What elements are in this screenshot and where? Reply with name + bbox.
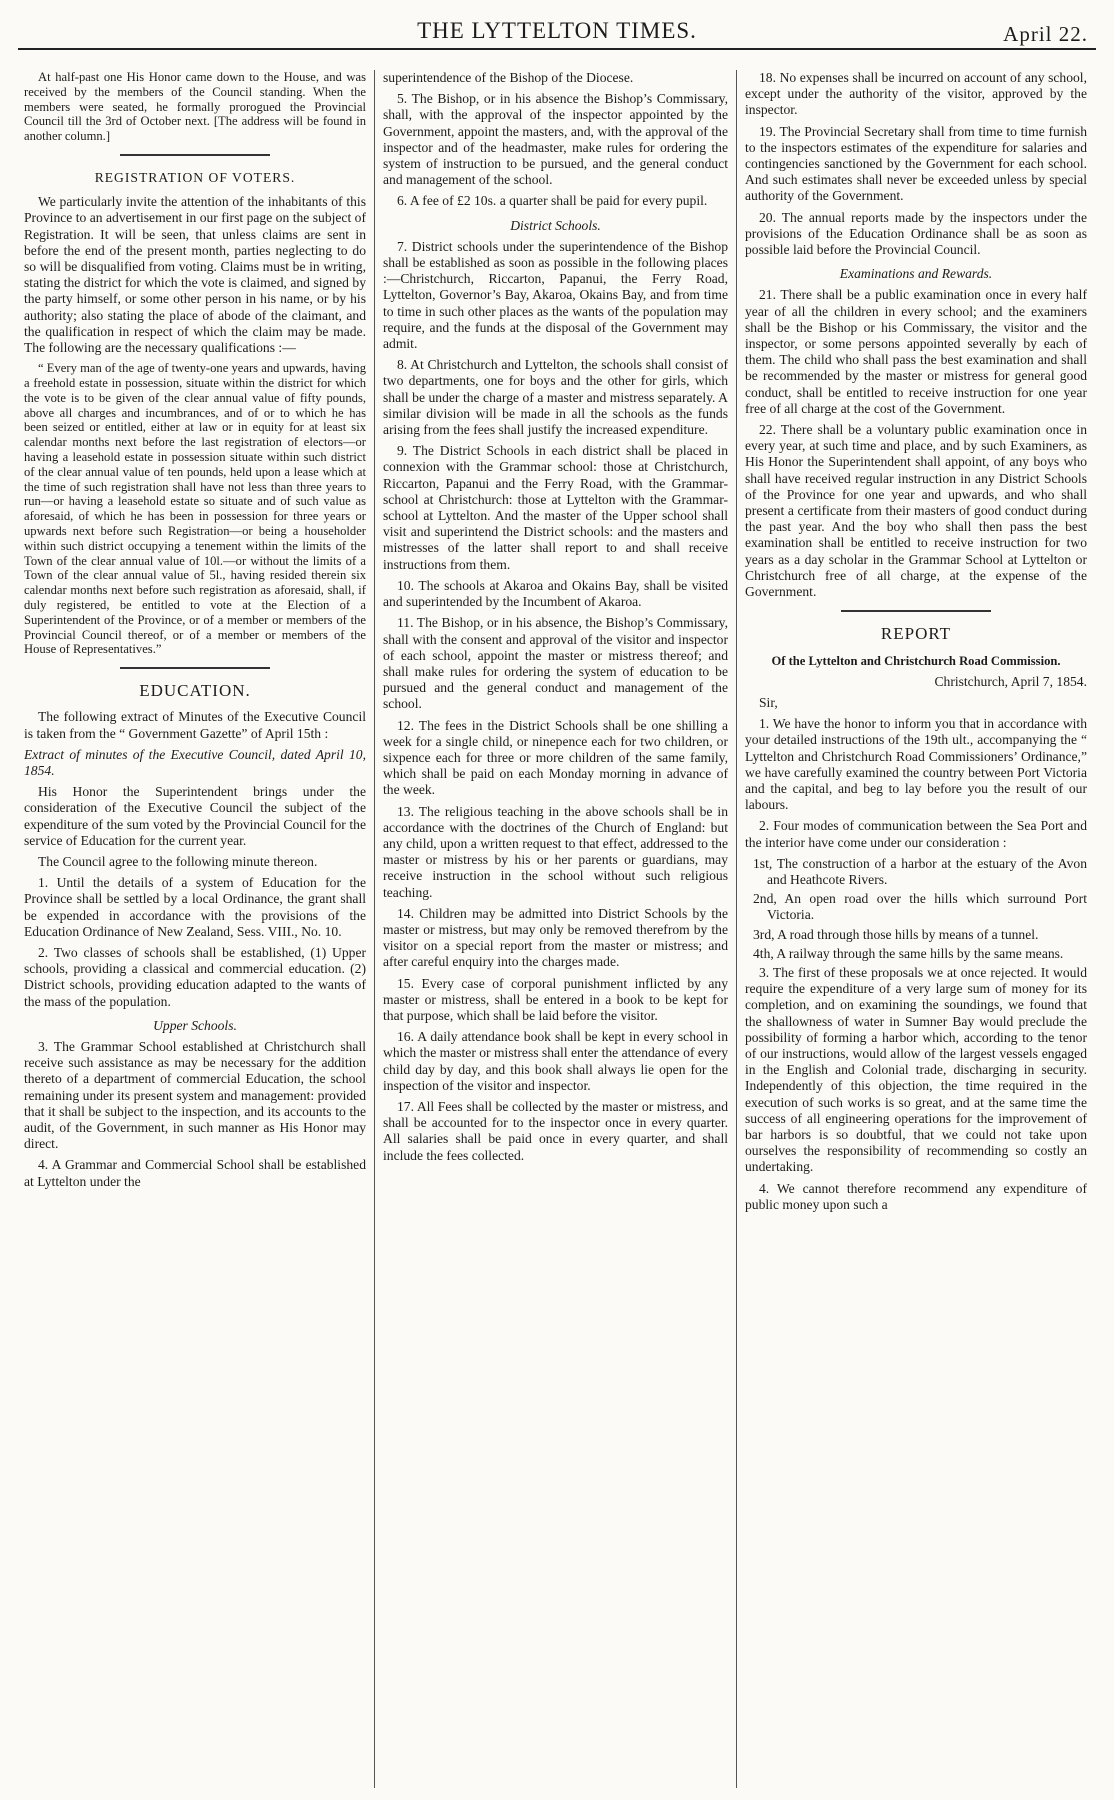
minute-item: 7. District schools under the superintendence of the Bishop shall be established as soon as possible in the following places :—Christchurch, Riccarton, Papanui, the Ferry Road, Lyttelton, Governor’s Bay, Akaroa, Okains Bay, and from time to time in such other places as the wants of the population may require, and the funds at the disposal of the Government may admit. — [383, 238, 728, 352]
column-divider — [374, 70, 375, 1788]
registration-paragraph: We particularly invite the attention of the inhabitants of this Province to an advertisement in our first page on the subject of Registration. It will be seen, that unless claims are sent in before the end of the present month, parties neglecting to do so will be disqualified from voting. Claims must be in writing, stating the district for which the vote is claimed, and signed by the party himself, or some other person in his name, or by his authority; also stating the place of abode of the claimant, and the qualification in respect of which the claim may be made. The following are the necessary qualifications :— — [24, 194, 366, 356]
minute-item: 15. Every case of corporal punishment inflicted by any master or mistress, shall be entered in a book to be kept for that purpose, which shall be laid before the visitor. — [383, 975, 728, 1023]
minute-item: 5. The Bishop, or in his absence the Bishop’s Commissary, shall, with the approval of the inspector appointed by the Government, appoint the masters, and, with the approval of the inspector and of the headmaster, make rules for ordering the system of instruction to be pursued, and the general conduct and management of the school. — [383, 91, 728, 188]
column-3 — [745, 70, 1087, 1788]
list-item: 2nd, An open road over the hills which surround Port Victoria. — [753, 891, 1087, 923]
minute-item: 11. The Bishop, or in his absence, the Bishop’s Commissary, shall with the consent and approval of the visitor and inspector of each school, appoint the master or mistress thereof; and shall make rules for ordering the system of education to be pursued and the general conduct and management of the school. — [383, 615, 728, 712]
section-rule — [841, 610, 991, 612]
newspaper-title: THE LYTTELTON TIMES. — [417, 18, 697, 43]
qualifications-quote: “ Every man of the age of twenty-one years and upwards, having a freehold estate in possession, situate within the district for which the vote is to be given of the clear annual value of fifty pounds, above all charges and incumbrances, and of or to which he has been seized or entitled, either at law or in equity for at least six calendar months next before the last registration of electors—or having a leasehold estate in possession situate within such district of the clear annual value of ten pounds, held upon a lease which at the time of such registration shall have not less than three years to run—or having a leasehold estate so situate and of such value as aforesaid, of which he has been in possession for three years or upwards next before such Registration—or being a householder within such district occupying a tenement within the limits of the Town of the clear annual value of 10l.—or without the limits of a Town of the clear annual value of 5l., having resided therein six calendar months next before such registration as aforesaid, shall, if duly registered, be entitled to vote at the Election of a Superintendent of the Province, or of a member or members of the Provincial Council thereof, or of a member or members of the House of Representatives.” — [24, 361, 366, 657]
section-rule — [120, 667, 270, 669]
upper-schools-subheading: Upper Schools. — [153, 1017, 237, 1033]
council-prorogued-paragraph: At half-past one His Honor came down to the House, and was received by the members of the Council standing. When the members were seated, he formally prorogued the Provincial Council till the 3rd of October next. [The address will be found in another column.] — [24, 70, 366, 144]
issue-date: April 22. — [1003, 22, 1088, 46]
column-1 — [24, 70, 366, 1788]
minute-item: 19. The Provincial Secretary shall from time to time furnish to the inspectors estimates of the expenditure for salaries and contingencies sanctioned by the Government for each school. And such estimates shall never be exceeded unless by special authority of the Government. — [745, 123, 1087, 204]
minute-item: 2. Two classes of schools shall be established, (1) Upper schools, providing a classical and commercial education. (2) District schools, providing education adapted to the wants of the mass of the population. — [24, 945, 366, 1009]
examinations-subheading: Examinations and Rewards. — [839, 266, 993, 282]
list-item: 4th, A railway through the same hills by the same means. — [753, 945, 1064, 961]
minute-item: 18. No expenses shall be incurred on account of any school, except under the authority of the visitor, approved by the inspector. — [745, 70, 1087, 118]
minute-item: 3. The Grammar School established at Christchurch shall receive such assistance as may be necessary for the addition thereto of a department of commercial Education, the school remaining under its present system and management: provided that it shall be subject to the inspection, and its accounts to the audit, of the Government, in such manner as His Honor may direct. — [24, 1039, 366, 1152]
minute-item: 22. There shall be a voluntary public examination once in every year, at such time and place, and by such Examiners, as His Honor the Superintendent shall appoint, of any boys who shall have received regular instruction in any District Schools of the Province for one year and upwards, and who shall present a certificate from their masters of good conduct during the past year. And the boy who shall then pass the best examination shall be entitled to receive instruction for two years as a day scholar in the Grammar School at Lyttelton or Christchurch free of all charge, at the expense of the Government. — [745, 422, 1087, 600]
report-paragraph: 1. We have the honor to inform you that in accordance with your detailed instructions of the 19th ult., accompanying the “ Lyttelton and Christchurch Road Commissioners’ Ordinance,” we have carefully examined the country between Port Victoria and the capital, and beg to lay before you the result of our labours. — [745, 716, 1087, 813]
report-paragraph: 2. Four modes of communication between the Sea Port and the interior have come under our consideration : — [745, 818, 1087, 850]
district-schools-subheading: District Schools. — [510, 217, 601, 233]
modes-list — [745, 856, 1087, 962]
minute-item: 8. At Christchurch and Lyttelton, the schools shall consist of two departments, one for boys and the other for girls, which shall be under the charge of a master and mistress separately. A similar division will be made in all the schools as the funds arising from the fees shall justify the increased expenditure. — [383, 357, 728, 438]
list-item: 3rd, A road through those hills by means of a tunnel. — [753, 926, 1039, 942]
report-dateline: Christchurch, April 7, 1854. — [934, 673, 1087, 689]
education-intro: The following extract of Minutes of the Executive Council is taken from the “ Government Gazette” of April 15th : — [24, 709, 366, 741]
education-heading: EDUCATION. — [139, 681, 251, 701]
minute-item: 14. Children may be admitted into District Schools by the master or mistress, but may only be removed therefrom by the visitor on a special report from the master or mistress; and after careful enquiry into the charges made. — [383, 905, 728, 970]
column-2 — [383, 70, 728, 1788]
list-item: 1st, The construction of a harbor at the estuary of the Avon and Heathcote Rivers. — [753, 855, 1087, 887]
report-paragraph: 4. We cannot therefore recommend any expenditure of public money upon such a — [745, 1180, 1087, 1212]
minute-item: 21. There shall be a public examination once in every half year of all the children in every school; and the examiners shall be the Bishop or his Commissary, the visitor and the inspector, or some persons appointed severally by each of them. The child who shall pass the best examination and shall be recommended by the master or mistress for general good conduct, shall be entitled to receive instruction for one year free of all charge at the cost of the Government. — [745, 287, 1087, 416]
minute-item: 10. The schools at Akaroa and Okains Bay, shall be visited and superintended by the Incumbent of Akaroa. — [383, 577, 728, 610]
report-salutation: Sir, — [759, 694, 778, 710]
minute-item: 9. The District Schools in each district shall be placed in connexion with the Grammar school: those at Christchurch, Riccarton, Papanui and the Ferry Road, with the Grammar-school at Christchurch: those at Lyttelton with the Grammar-school at Lyttelton. And the master of the Upper school shall visit and superintend the District schools: and the masters and mistresses of the latter shall report to and shall receive instructions from them. — [383, 443, 728, 572]
minute-item: 13. The religious teaching in the above schools shall be in accordance with the doctrines of the Church of England: but any child, upon a written request to that effect, addressed to the master or mistress by his or her parents or guardians, may receive instruction in the school without such religious teaching. — [383, 803, 728, 900]
masthead — [18, 4, 1096, 50]
minute-item: superintendence of the Bishop of the Diocese. — [383, 70, 634, 85]
registration-heading: REGISTRATION OF VOTERS. — [94, 169, 296, 185]
column-divider — [736, 70, 737, 1788]
education-paragraph: His Honor the Superintendent brings under the consideration of the Executive Council the subject of the expenditure of the sum voted by the Provincial Council for the service of Education for the current year. — [24, 784, 366, 848]
minute-item: 1. Until the details of a system of Education for the Province shall be settled by a local Ordinance, the grant shall be expended in accordance with the provisions of the Education Ordinance of New Zealand, Sess. VIII., No. 10. — [24, 875, 366, 939]
minute-item: 4. A Grammar and Commercial School shall be established at Lyttelton under the — [24, 1157, 366, 1189]
report-paragraph: 3. The first of these proposals we at once rejected. It would require the expenditure of a very large sum of money for its completion, and on examining the soundings, we found that the shallowness of water in Sumner Bay would preclude the possibility of forming a harbor which, according to the tenor of our instructions, would allow of the largest vessels engaged in the English and Colonial trade, discharging in security. Independently of this objection, the time required in the execution of such works is so great, and at the same time the success of all engineering operations for the improvement of bar harbors is so doubtful, that we could not take upon ourselves the responsibility of recommending so costly an undertaking. — [745, 964, 1087, 1175]
report-heading: REPORT — [880, 624, 952, 644]
extract-caption: Extract of minutes of the Executive Council, dated April 10, 1854. — [24, 746, 366, 778]
minute-item: 20. The annual reports made by the inspectors under the provisions of the Education Ordinance shall be as soon as possible laid before the Provincial Council. — [745, 209, 1087, 258]
minute-item: 16. A daily attendance book shall be kept in every school in which the master or mistress shall enter the attendance of every child day by day, and this book shall always lie open for the inspection of the visitor and inspector. — [383, 1029, 728, 1093]
report-subheading: Of the Lyttelton and Christchurch Road Commission. — [771, 653, 1061, 668]
minute-item: 12. The fees in the District Schools shall be one shilling a week for a single child, or ninepence each for two children, or sixpence each for three or more children of the same family, which shall be paid on each Monday morning in advance of the week. — [383, 717, 728, 798]
section-rule — [120, 154, 270, 156]
education-paragraph: The Council agree to the following minute thereon. — [38, 853, 318, 869]
minute-item: 17. All Fees shall be collected by the master or mistress, and shall be accounted for to the inspector once in every quarter. All salaries shall be paid once in every quarter, and shall include the fees collected. — [383, 1098, 728, 1163]
minute-item: 6. A fee of £2 10s. a quarter shall be paid for every pupil. — [397, 193, 708, 209]
